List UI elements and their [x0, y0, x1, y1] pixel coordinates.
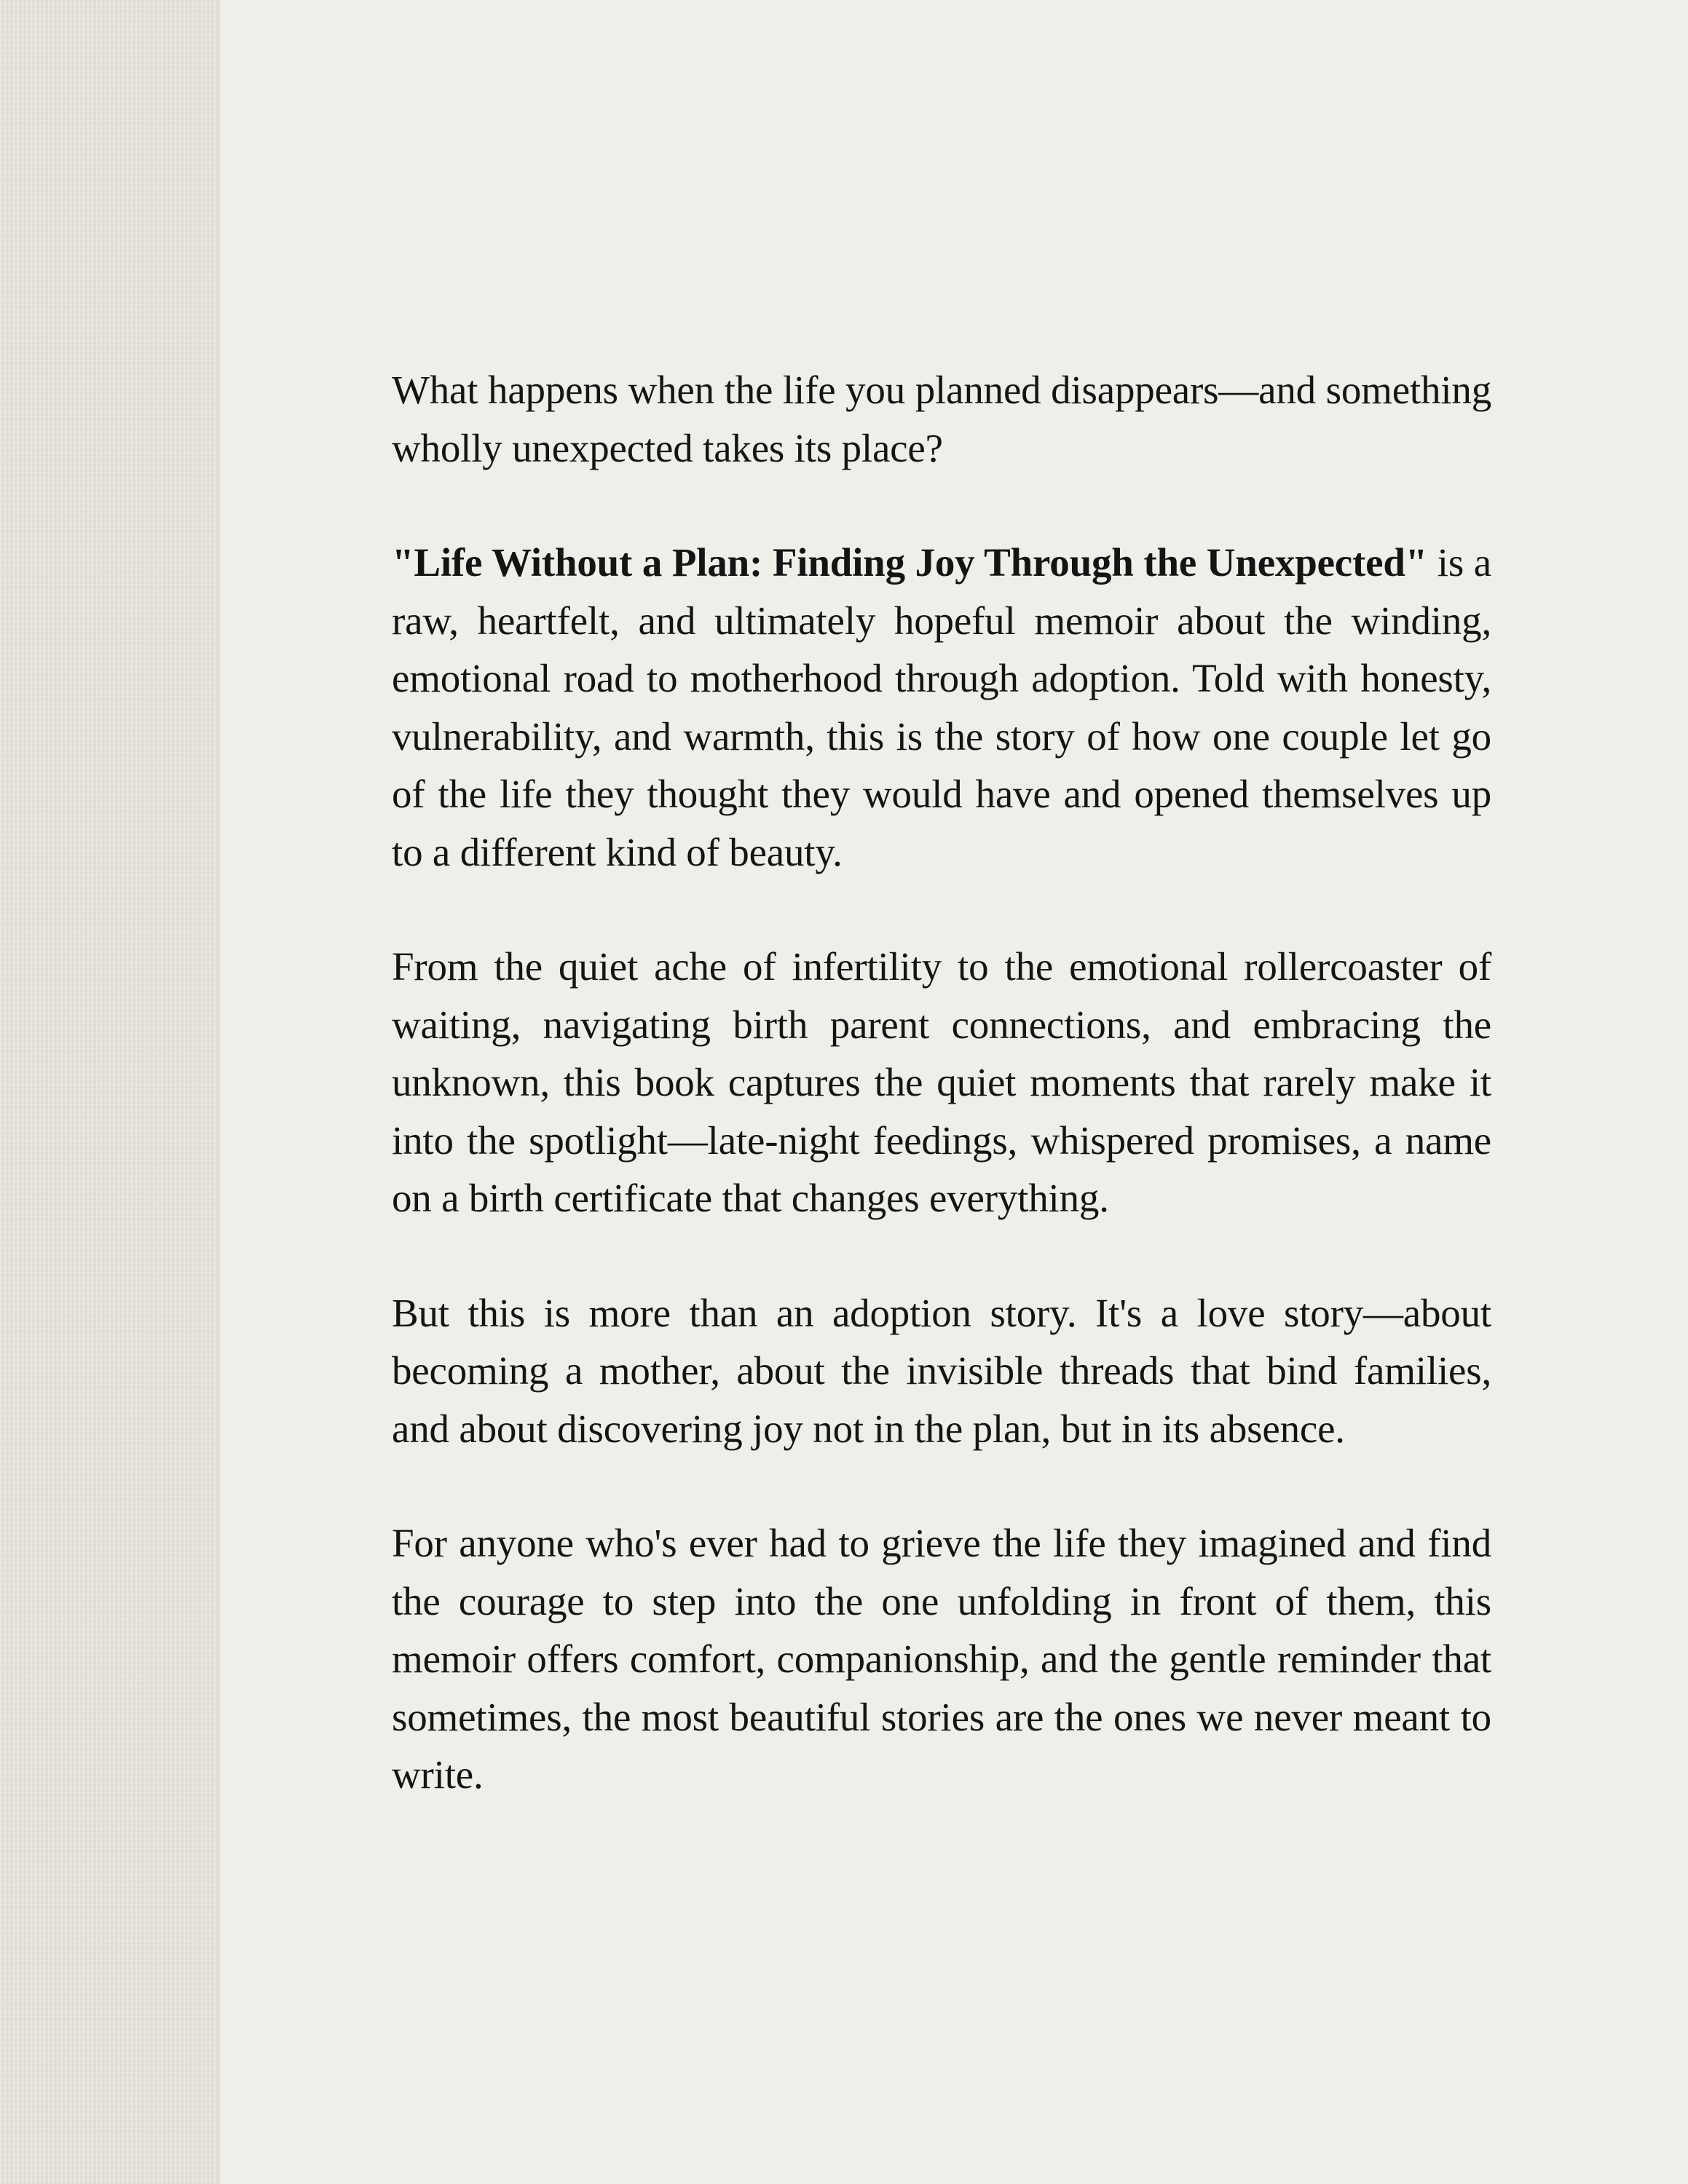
book-title: "Life Without a Plan: Finding Joy Through the Unexpected": [392, 540, 1428, 585]
love-story-paragraph: But this is more than an adoption story. It's a love story—about becoming a mother, about the invisible threads that bind families, and about discovering joy not in the plan, but in its absence.: [392, 1290, 1491, 1451]
closing-paragraph: For anyone who's ever had to grieve the life they imagined and find the courage to step into the one unfolding in front of them, this memoir offers comfort, companionship, and the gentle reminder that sometimes, the most beautiful stories are the ones we never meant to write.: [392, 1521, 1491, 1797]
summary-paragraph: [392, 534, 1491, 881]
intro-paragraph: What happens when the life you planned disappears—and something wholly unexpected takes its place?: [392, 368, 1491, 470]
spine-edge-shadow: [218, 0, 221, 2184]
summary-text: is a raw, heartfelt, and ultimately hopeful memoir about the winding, emotional road to motherhood through adoption. Told with honesty, vulnerability, and warmth, this is the story of how one couple let go of the life they thought they would have and opened themselves up to a different kind of beauty.: [392, 540, 1491, 874]
book-spine-strip: [0, 0, 220, 2184]
back-cover-blurb: [392, 361, 1491, 1804]
journey-paragraph: From the quiet ache of infertility to the emotional rollercoaster of waiting, navigating birth parent connections, and embracing the unknown, this book captures the quiet moments that rarely make it into the spotlight—late-night feedings, whispered promises, a name on a birth certificate that changes everything.: [392, 944, 1491, 1220]
